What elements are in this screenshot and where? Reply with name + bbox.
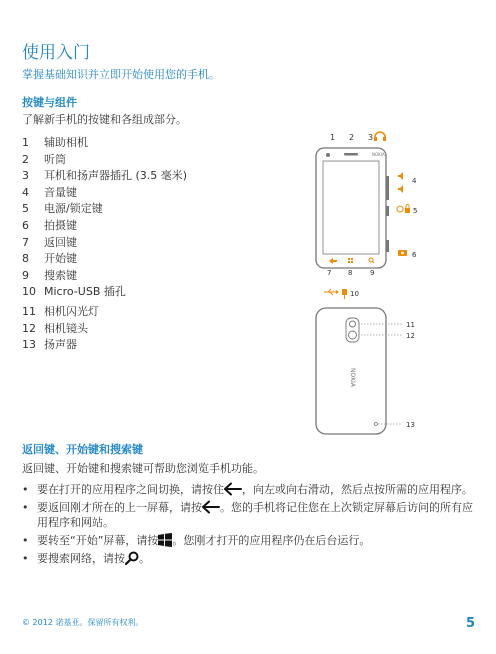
charger-icon [342, 289, 347, 299]
svg-text:NOKIA: NOKIA [372, 152, 385, 157]
list-item: 7 返回键 [22, 235, 77, 249]
list-item: 8 开始键 [22, 252, 77, 266]
windows-logo-icon [158, 533, 172, 547]
list-item: 10 Micro-USB 插孔 [22, 285, 126, 299]
camera-key-icon [398, 250, 407, 256]
list-item: 6 拍摄键 [22, 218, 77, 232]
keys-parts-list [22, 135, 187, 354]
label-1: 1 [330, 133, 336, 142]
section-heading-back-start-search: 返回键、开始键和搜索键 [22, 443, 143, 456]
list-item: • 要搜索网络，请按 。 [22, 551, 482, 566]
section-description-keys-parts: 了解新手机的按键和各组成部分。 [22, 113, 187, 126]
section-heading-keys-parts: 按键与组件 [22, 96, 77, 109]
list-item: 11 相机闪光灯 [22, 304, 99, 318]
label-3: 3 [368, 133, 374, 142]
list-item: 13 扬声器 [22, 338, 77, 352]
label-10: 10 [350, 290, 359, 298]
intro-text: 掌握基础知识并立即开始使用您的手机。 [22, 68, 220, 81]
brand-nokia: NOKIA [349, 368, 356, 388]
label-11: 11 [406, 321, 415, 329]
label-13: 13 [406, 421, 415, 429]
label-2: 2 [349, 133, 355, 142]
page-number: 5 [466, 616, 476, 631]
usb-icon [324, 289, 339, 295]
tips-list [22, 482, 482, 569]
search-icon [125, 551, 139, 565]
volume-icon [398, 172, 403, 193]
page-title: 使用入门 [22, 43, 90, 64]
label-6: 6 [412, 251, 417, 259]
phone-screen [323, 161, 379, 254]
list-item: • 要在打开的应用程序之间切换，请按住 ，向左或向右滑动，然后点按所需的应用程序。 [22, 482, 482, 497]
list-item: 12 相机镜头 [22, 321, 88, 335]
list-item: 4 音量键 [22, 185, 77, 199]
label-9: 9 [370, 269, 375, 277]
list-item: • 要转至“开始”屏幕，请按 。您刚才打开的应用程序仍在后台运行。 [22, 533, 482, 548]
power-lock-icon [397, 205, 410, 214]
label-4: 4 [412, 177, 417, 185]
label-5: 5 [413, 207, 418, 215]
back-arrow-icon [224, 482, 242, 496]
label-8: 8 [348, 269, 353, 277]
label-12: 12 [406, 332, 415, 340]
list-item: 3 耳机和扬声器插孔 (3.5 毫米) [22, 169, 188, 183]
phone-diagram [300, 128, 430, 438]
list-item: 5 电源/锁定键 [22, 202, 103, 216]
list-item: • 要返回刚才所在的上一屏幕，请按 。您的手机将记住您在上次锁定屏幕后访问的所有应用程序和网站。 [22, 500, 482, 530]
copyright-footer: © 2012 诺基亚。保留所有权利。 [22, 618, 144, 627]
list-item: 1 辅助相机 [22, 136, 88, 149]
list-item: 2 听筒 [22, 152, 66, 166]
list-item: 9 搜索键 [22, 268, 77, 282]
label-7: 7 [327, 269, 332, 277]
section-description-back-start-search: 返回键、开始键和搜索键可帮助您浏览手机功能。 [22, 462, 264, 475]
back-arrow-icon [202, 500, 220, 514]
